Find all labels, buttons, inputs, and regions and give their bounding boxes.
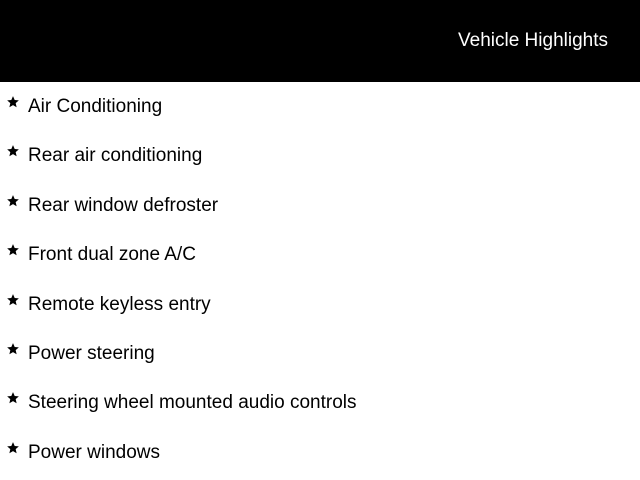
list-item-label: Power windows [28,441,160,463]
star-icon [6,293,20,307]
list-item [0,82,640,131]
list-item [0,280,640,329]
list-item [0,181,640,230]
highlights-list [0,82,640,477]
list-item [0,378,640,427]
list-item-label: Front dual zone A/C [28,244,196,266]
list-item [0,131,640,180]
list-item-label: Power steering [28,342,155,364]
star-icon [6,95,20,109]
list-item [0,230,640,279]
list-item-label: Rear window defroster [28,194,219,216]
list-item-label: Steering wheel mounted audio controls [28,392,357,414]
star-icon [6,144,20,158]
star-icon [6,194,20,208]
page-title: Vehicle Highlights [458,30,608,51]
header-bar [0,0,640,82]
star-icon [6,243,20,257]
star-icon [6,441,20,455]
star-icon [6,342,20,356]
list-item-label: Rear air conditioning [28,145,203,167]
list-item [0,329,640,378]
star-icon [6,391,20,405]
list-item-label: Remote keyless entry [28,293,211,315]
list-item-label: Air Conditioning [28,96,163,117]
list-item [0,428,640,477]
